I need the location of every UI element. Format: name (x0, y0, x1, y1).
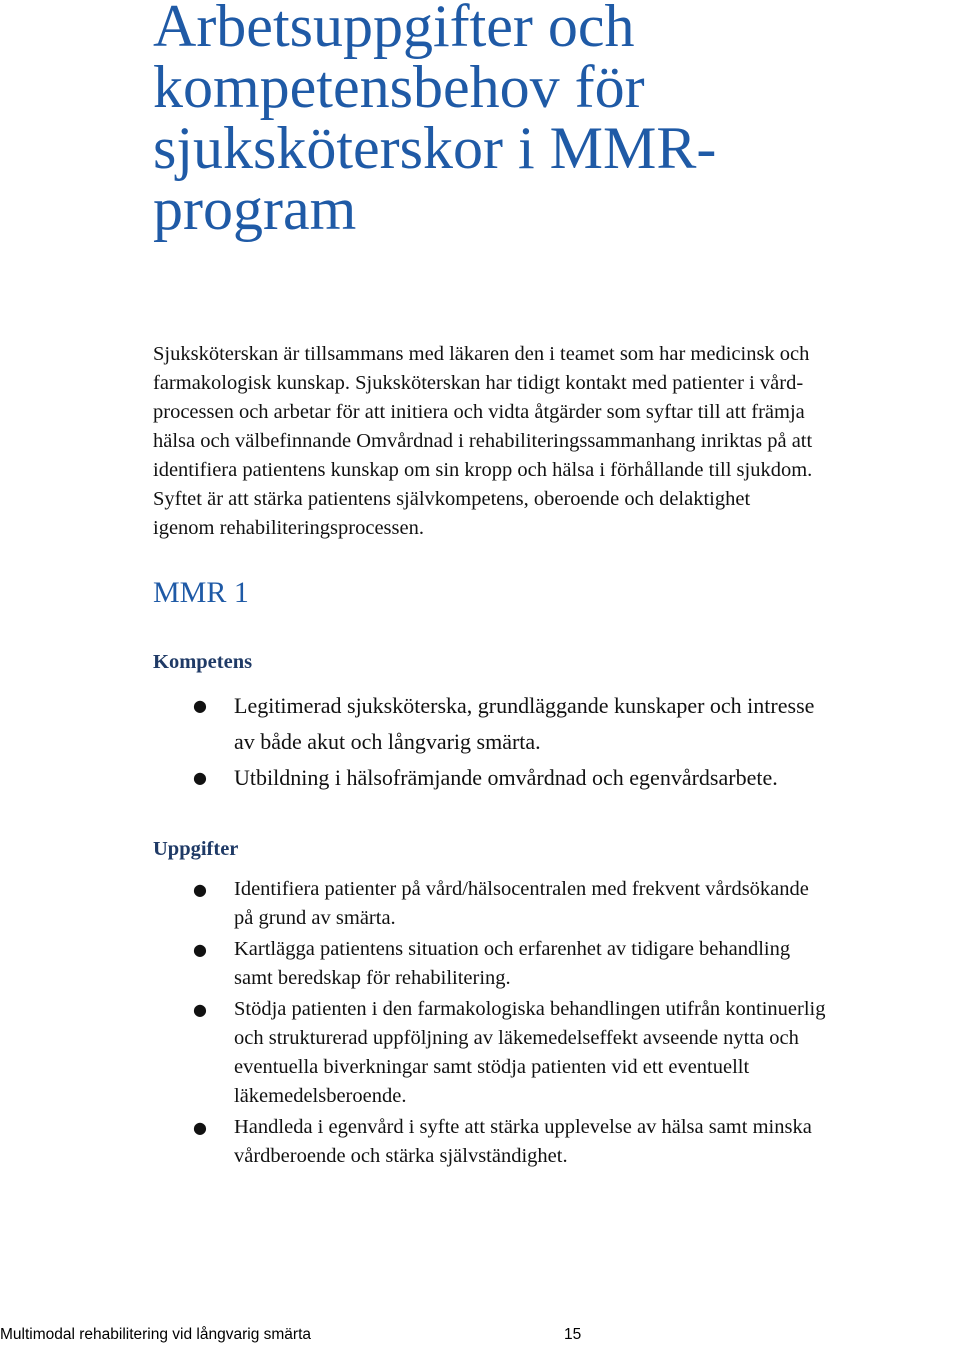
title-line: kompetensbehov för (153, 54, 645, 120)
list-item-line: samt beredskap för rehabilitering. (234, 967, 511, 989)
kompetens-list (193, 688, 960, 796)
list-item-line: eventuella biverkningar samt stödja patienten vid ett eventuellt (234, 1056, 750, 1078)
bullet-icon: ● (193, 940, 207, 959)
page-title (153, 0, 943, 240)
bullet-icon: ● (193, 696, 207, 715)
bullet-icon: ● (193, 1118, 207, 1137)
section-title: MMR 1 (153, 576, 249, 609)
footer-text: Multimodal rehabilitering vid långvarig smärta (0, 1326, 311, 1343)
bullet-icon: ● (193, 768, 207, 787)
list-item-line: vårdberoende och stärka självständighet. (234, 1145, 568, 1167)
title-line: sjuksköterskor i MMR- (153, 115, 717, 181)
list-item-line: på grund av smärta. (234, 907, 396, 929)
list-item (193, 875, 960, 933)
list-item-line: och strukturerad uppföljning av läkemedelseffekt avseende nytta och (234, 1027, 799, 1049)
list-item-line: av både akut och långvarig smärta. (234, 729, 541, 754)
uppgifter-heading: Uppgifter (153, 838, 239, 860)
list-item (193, 935, 960, 993)
title-line: program (153, 176, 357, 242)
intro-line: Syftet är att stärka patientens självkompetens, oberoende och delaktighet (153, 488, 751, 510)
bullet-icon: ● (193, 1000, 207, 1019)
page-number: 15 (564, 1326, 582, 1343)
title-line: Arbetsuppgifter och (153, 0, 635, 59)
list-item-line: Kartlägga patientens situation och erfarenhet av tidigare behandling (234, 938, 791, 960)
intro-line: Sjuksköterskan är tillsammans med läkaren den i teamet som har medicinsk och (153, 343, 810, 365)
list-item-line: Utbildning i hälsofrämjande omvårdnad och egenvårdsarbete. (234, 765, 778, 790)
intro-paragraph (153, 340, 960, 543)
intro-line: identifiera patientens kunskap om sin kropp och hälsa i förhållande till sjukdom. (153, 459, 813, 481)
intro-line: farmakologisk kunskap. Sjuksköterskan har tidigt kontakt med patienter i vård- (153, 372, 804, 394)
list-item (193, 688, 960, 760)
uppgifter-list (193, 875, 960, 1173)
intro-line: hälsa och välbefinnande Omvårdnad i rehabiliteringssammanhang inriktas på att (153, 430, 813, 452)
list-item-line: läkemedelsberoende. (234, 1085, 407, 1107)
list-item-line: Stödja patienten i den farmakologiska behandlingen utifrån kontinuerlig (234, 998, 826, 1020)
kompetens-heading: Kompetens (153, 651, 253, 673)
intro-line: igenom rehabiliteringsprocessen. (153, 517, 424, 539)
list-item-line: Legitimerad sjuksköterska, grundläggande kunskaper och intresse (234, 693, 815, 718)
list-item-line: Handleda i egenvård i syfte att stärka upplevelse av hälsa samt minska (234, 1116, 812, 1138)
list-item (193, 995, 960, 1111)
intro-line: processen och arbetar för att initiera och vidta åtgärder som syftar till att främja (153, 401, 805, 423)
page-footer (0, 1325, 600, 1345)
list-item-line: Identifiera patienter på vård/hälsocentralen med frekvent vårdsökande (234, 878, 809, 900)
list-item (193, 760, 960, 796)
list-item (193, 1113, 960, 1171)
bullet-icon: ● (193, 880, 207, 899)
